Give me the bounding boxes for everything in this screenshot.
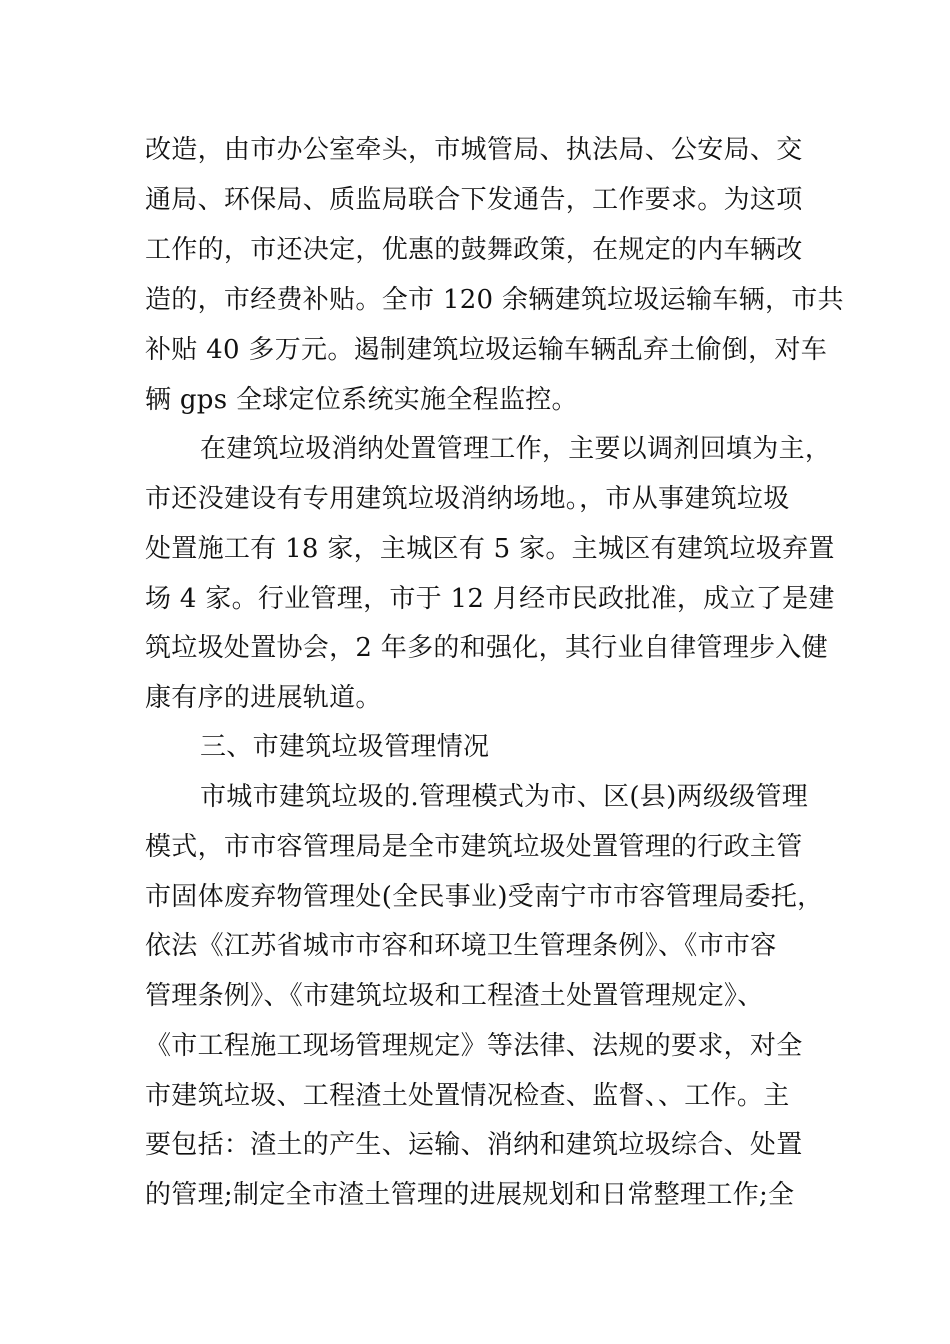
paragraph-1-line-1: 改造，由市办公室牵头，市城管局、执法局、公安局、交 [145, 135, 803, 165]
paragraph-2-line-5: 筑垃圾处置协会，2 年多的和强化，其行业自律管理步入健 [145, 633, 828, 663]
paragraph-1-line-2: 通局、环保局、质监局联合下发通告，工作要求。为这项 [145, 185, 803, 215]
paragraph-3-line-9: 的管理;制定全市渣土管理的进展规划和日常整理工作;全 [145, 1180, 795, 1210]
paragraph-3-line-5: 管理条例》、《市建筑垃圾和工程渣土处置管理规定》、 [145, 981, 764, 1011]
paragraph-3-line-7: 市建筑垃圾、工程渣土处置情况检查、监督、、工作。主 [145, 1081, 790, 1111]
paragraph-2-line-4: 场 4 家。行业管理，市于 12 月经市民政批准，成立了是建 [145, 584, 835, 614]
section-heading: 三、市建筑垃圾管理情况 [200, 732, 490, 762]
paragraph-2-line-6: 康有序的进展轨道。 [145, 683, 382, 713]
paragraph-3-line-6: 《市工程施工现场管理规定》等法律、法规的要求，对全 [145, 1031, 803, 1061]
paragraph-2-line-3: 处置施工有 18 家，主城区有 5 家。主城区有建筑垃圾弃置 [145, 534, 835, 564]
paragraph-1-line-6: 辆 gps 全球定位系统实施全程监控。 [145, 385, 578, 415]
paragraph-2-line-1: 在建筑垃圾消纳处置管理工作，主要以调剂回填为主， [200, 434, 832, 464]
paragraph-1-line-3: 工作的，市还决定，优惠的鼓舞政策，在规定的内车辆改 [145, 235, 803, 265]
paragraph-3-line-8: 要包括：渣土的产生、运输、消纳和建筑垃圾综合、处置 [145, 1130, 803, 1160]
paragraph-1-line-5: 补贴 40 多万元。遏制建筑垃圾运输车辆乱弃土偷倒，对车 [145, 335, 828, 365]
paragraph-2-line-2: 市还没建设有专用建筑垃圾消纳场地。，市从事建筑垃圾 [145, 484, 790, 514]
paragraph-1-line-4: 造的，市经费补贴。全市 120 余辆建筑垃圾运输车辆，市共 [145, 285, 844, 315]
paragraph-3-line-4: 依法《江苏省城市市容和环境卫生管理条例》、《市市容 [145, 931, 777, 961]
paragraph-3-line-3: 市固体废弃物管理处(全民事业)受南宁市市容管理局委托， [145, 882, 824, 912]
paragraph-3-line-2: 模式，市市容管理局是全市建筑垃圾处置管理的行政主管 [145, 832, 803, 862]
paragraph-3-line-1: 市城市建筑垃圾的.管理模式为市、区(县)两级级管理 [200, 782, 809, 812]
